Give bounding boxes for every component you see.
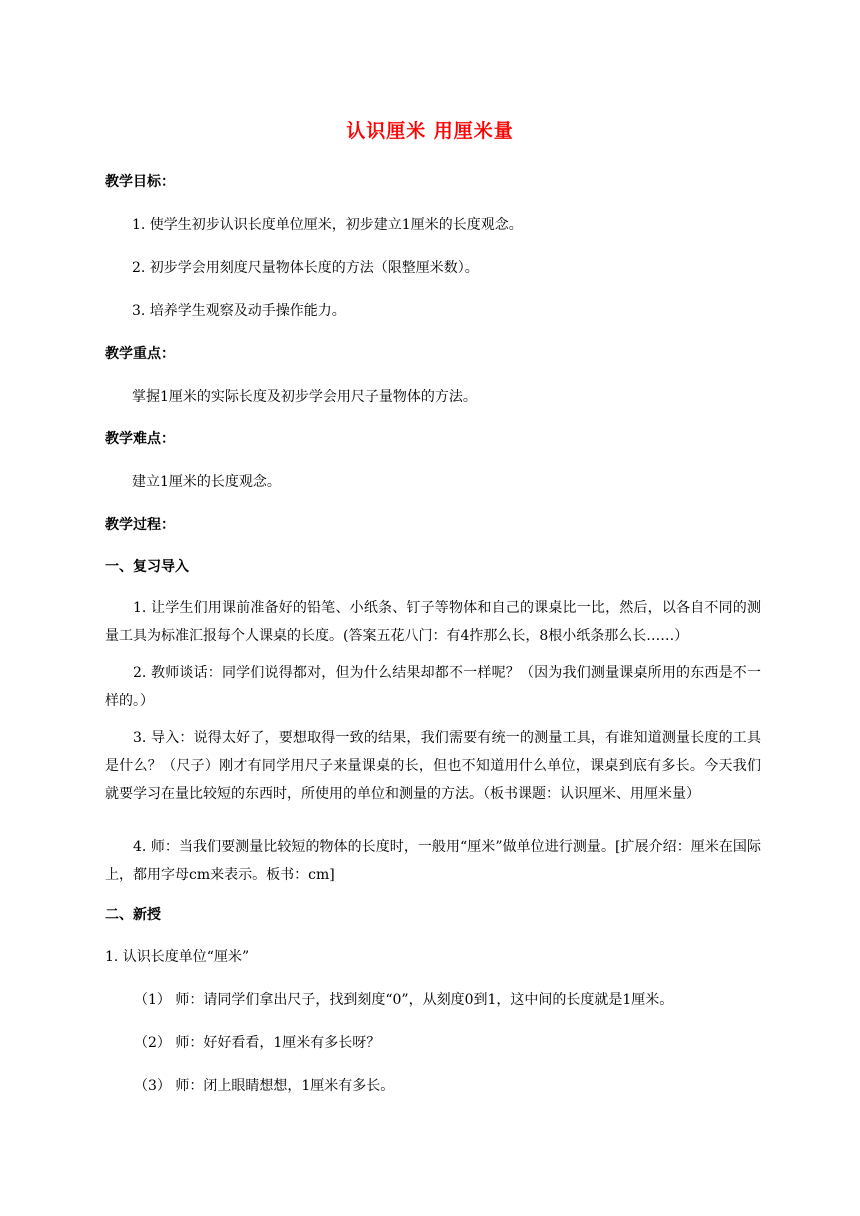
goal-item-1: 1. 使学生初步认识长度单位厘米，初步建立1厘米的长度观念。 [132, 217, 523, 233]
section-1-heading: 一、复习导入 [105, 559, 189, 575]
section-2-subitem-2: （2） 师：好好看看，1厘米有多长呀？ [134, 1035, 381, 1051]
section-2-subitem-3: （3） 师：闭上眼睛想想，1厘米有多长。 [134, 1078, 395, 1094]
section-2-item-1: 1. 认识长度单位“厘米” [105, 949, 250, 965]
section-1-paragraph-4: 4. 师：当我们要测量比较短的物体的长度时，一般用“厘米”做单位进行测量。[扩展介绍：厘米在国际上，都用字母cm来表示。板书：cm] [105, 839, 761, 883]
key-points-text: 掌握1厘米的实际长度及初步学会用尺子量物体的方法。 [132, 389, 477, 405]
goal-item-2: 2. 初步学会用刻度尺量物体长度的方法（限整厘米数）。 [132, 260, 479, 276]
section-1-paragraph-3: 3. 导入：说得太好了，要想取得一致的结果，我们需要有统一的测量工具，有谁知道测量长度的工具是什么？（尺子）刚才有同学用尺子来量课桌的长，但也不知道用什么单位，课桌到底有多长。今天我们就要学习在量比较短的东西时，所使用的单位和测量的方法。（板书课题：认识厘米、用厘米量） [105, 730, 761, 802]
key-points-heading: 教学重点： [105, 346, 175, 362]
goals-heading: 教学目标： [105, 174, 175, 190]
process-heading: 教学过程： [105, 517, 175, 533]
goal-item-3: 3. 培养学生观察及动手操作能力。 [132, 303, 346, 319]
document-title: 认识厘米 用厘米量 [346, 120, 514, 142]
difficulty-heading: 教学难点： [105, 431, 175, 447]
difficulty-text: 建立1厘米的长度观念。 [132, 474, 281, 490]
section-1-paragraph-2: 2. 教师谈话：同学们说得都对，但为什么结果却都不一样呢？（因为我们测量课桌所用的东西是不一样的。） [105, 665, 761, 709]
section-2-subitem-1: （1） 师：请同学们拿出尺子，找到刻度“0”，从刻度0到1，这中间的长度就是1厘米。 [134, 992, 674, 1008]
section-1-paragraph-1: 1. 让学生们用课前准备好的铅笔、小纸条、钉子等物体和自己的课桌比一比，然后，以各自不同的测量工具为标准汇报每个人课桌的长度。(答案五花八门：有4拃那么长，8根小纸条那么长……） [105, 600, 761, 644]
section-2-heading: 二、新授 [105, 907, 161, 923]
